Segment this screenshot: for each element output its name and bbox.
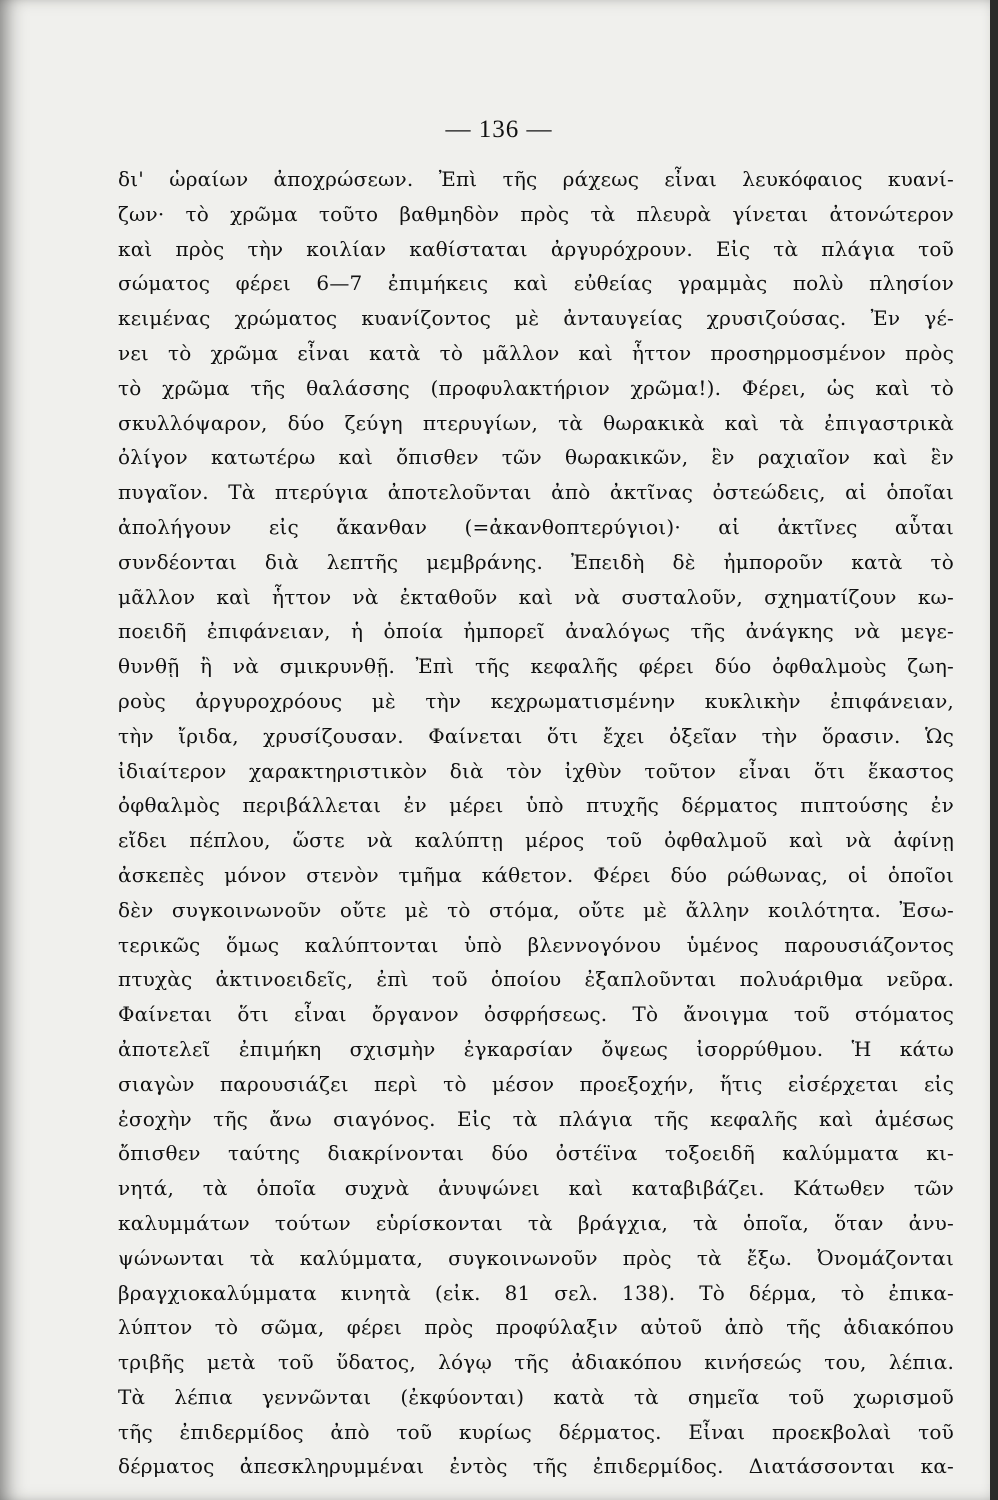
text-line: δὲν συγκοινωνοῦν οὔτε μὲ τὸ στόμα, οὔτε μὲ ἄλλην κοιλότητα. Ἐσω-: [118, 897, 954, 922]
body-text: [118, 162, 954, 1484]
text-line: δέρματος ἀπεσκληρυμμέναι ἐντὸς τῆς ἐπιδερμίδος. Διατάσσονται κα-: [118, 1454, 954, 1479]
text-line: σιαγὼν παρουσιάζει περὶ τὸ μέσον προεξοχήν, ἥτις εἰσέρχεται εἰς: [118, 1071, 954, 1096]
text-line: καὶ πρὸς τὴν κοιλίαν καθίσταται ἀργυρόχρουν. Εἰς τὰ πλάγια τοῦ: [118, 236, 954, 261]
text-line: πυγαῖον. Τὰ πτερύγια ἀποτελοῦνται ἀπὸ ἀκτῖνας ὀστεώδεις, αἱ ὁποῖαι: [118, 480, 954, 505]
text-line: σκυλλόψαρον, δύο ζεύγη πτερυγίων, τὰ θωρακικὰ καὶ τὰ ἐπιγαστρικὰ: [118, 410, 954, 435]
text-line: ψώνωνται τὰ καλύμματα, συγκοινωνοῦν πρὸς τὰ ἔξω. Ὀνομάζονται: [118, 1245, 954, 1270]
text-line: θυνθῇ ἢ νὰ σμικρυνθῇ. Ἐπὶ τῆς κεφαλῆς φέρει δύο ὀφθαλμοὺς ζωη-: [118, 654, 954, 679]
text-line: ποειδῆ ἐπιφάνειαν, ἡ ὁποία ἠμπορεῖ ἀναλόγως τῆς ἀνάγκης νὰ μεγε-: [118, 619, 954, 644]
text-line: ἰδιαίτερον χαρακτηριστικὸν διὰ τὸν ἰχθὺν τοῦτον εἶναι ὅτι ἕκαστος: [118, 758, 954, 783]
text-line: βραγχιοκαλύμματα κινητὰ (εἰκ. 81 σελ. 138). Τὸ δέρμα, τὸ ἐπικα-: [118, 1280, 954, 1305]
page-number: — 136 —: [445, 116, 553, 143]
text-line: λύπτον τὸ σῶμα, φέρει πρὸς προφύλαξιν αὐτοῦ ἀπὸ τῆς ἀδιακόπου: [118, 1315, 954, 1340]
text-line: ἐσοχὴν τῆς ἄνω σιαγόνος. Εἰς τὰ πλάγια τῆς κεφαλῆς καὶ ἀμέσως: [118, 1106, 954, 1131]
text-line: καλυμμάτων τούτων εὑρίσκονται τὰ βράγχια, τὰ ὁποῖα, ὅταν ἀνυ-: [118, 1210, 954, 1235]
text-line: μᾶλλον καὶ ἧττον νὰ ἐκταθοῦν καὶ νὰ συσταλοῦν, σχηματίζουν κω-: [118, 584, 954, 609]
text-line: ὄπισθεν ταύτης διακρίνονται δύο ὀστέϊνα τοξοειδῆ καλύμματα κι-: [118, 1141, 954, 1166]
text-line: τερικῶς ὅμως καλύπτονται ὑπὸ βλεννογόνου ὑμένος παρουσιάζοντος: [118, 932, 954, 957]
text-line: τριβῆς μετὰ τοῦ ὕδατος, λόγῳ τῆς ἀδιακόπου κινήσεώς του, λέπια.: [118, 1350, 954, 1375]
text-line: νει τὸ χρῶμα εἶναι κατὰ τὸ μᾶλλον καὶ ἧττον προσηρμοσμένον πρὸς: [118, 340, 954, 365]
text-line: ἀπολήγουν εἰς ἄκανθαν (=ἀκανθοπτερύγιοι)· αἱ ἀκτῖνες αὗται: [118, 514, 954, 539]
text-line: ἀσκεπὲς μόνον στενὸν τμῆμα κάθετον. Φέρει δύο ρώθωνας, οἱ ὁποῖοι: [118, 862, 954, 887]
text-line: τὸ χρῶμα τῆς θαλάσσης (προφυλακτήριον χρῶμα!). Φέρει, ὡς καὶ τὸ: [118, 375, 954, 400]
text-line: σώματος φέρει 6—7 ἐπιμήκεις καὶ εὐθείας γραμμὰς πολὺ πλησίον: [118, 271, 954, 296]
text-line: εἴδει πέπλου, ὥστε νὰ καλύπτῃ μέρος τοῦ ὀφθαλμοῦ καὶ νὰ ἀφίνῃ: [118, 828, 954, 853]
text-line: Τὰ λέπια γεννῶνται (ἐκφύονται) κατὰ τὰ σημεῖα τοῦ χωρισμοῦ: [118, 1384, 954, 1409]
text-line: δι' ὡραίων ἀποχρώσεων. Ἐπὶ τῆς ράχεως εἶναι λευκόφαιος κυανί-: [118, 167, 954, 191]
text-line: τὴν ἴριδα, χρυσίζουσαν. Φαίνεται ὅτι ἔχει ὀξεῖαν τὴν ὅρασιν. Ὡς: [118, 723, 954, 748]
text-line: τῆς ἐπιδερμίδος ἀπὸ τοῦ κυρίως δέρματος. Εἶναι προεκβολαὶ τοῦ: [118, 1419, 954, 1444]
text-line: συνδέονται διὰ λεπτῆς μεμβράνης. Ἐπειδὴ δὲ ἠμποροῦν κατὰ τὸ: [118, 549, 954, 574]
text-line: ὀφθαλμὸς περιβάλλεται ἐν μέρει ὑπὸ πτυχῆς δέρματος πιπτούσης ἐν: [118, 793, 954, 818]
text-line: Φαίνεται ὅτι εἶναι ὄργανον ὀσφρήσεως. Τὸ ἄνοιγμα τοῦ στόματος: [118, 1002, 954, 1027]
text-line: νητά, τὰ ὁποῖα συχνὰ ἀνυψώνει καὶ καταβιβάζει. Κάτωθεν τῶν: [118, 1176, 954, 1201]
text-line: ἀποτελεῖ ἐπιμήκη σχισμὴν ἐγκαρσίαν ὄψεως ἰσορρύθμου. Ἡ κάτω: [118, 1036, 954, 1061]
text-line: ὀλίγον κατωτέρω καὶ ὄπισθεν τῶν θωρακικῶν, ἓν ραχιαῖον καὶ ἓν: [118, 445, 954, 470]
text-line: κειμένας χρώματος κυανίζοντος μὲ ἀνταυγείας χρυσιζούσας. Ἐν γέ-: [118, 306, 954, 331]
page-edge-shadow: [990, 0, 998, 1500]
text-line: ζων· τὸ χρῶμα τοῦτο βαθμηδὸν πρὸς τὰ πλευρὰ γίνεται ἀτονώτερον: [118, 201, 954, 226]
text-line: ροὺς ἀργυροχρόους μὲ τὴν κεχρωματισμένην κυκλικὴν ἐπιφάνειαν,: [118, 688, 954, 713]
text-line: πτυχὰς ἀκτινοειδεῖς, ἐπὶ τοῦ ὁποίου ἐξαπλοῦνται πολυάριθμα νεῦρα.: [118, 967, 954, 992]
